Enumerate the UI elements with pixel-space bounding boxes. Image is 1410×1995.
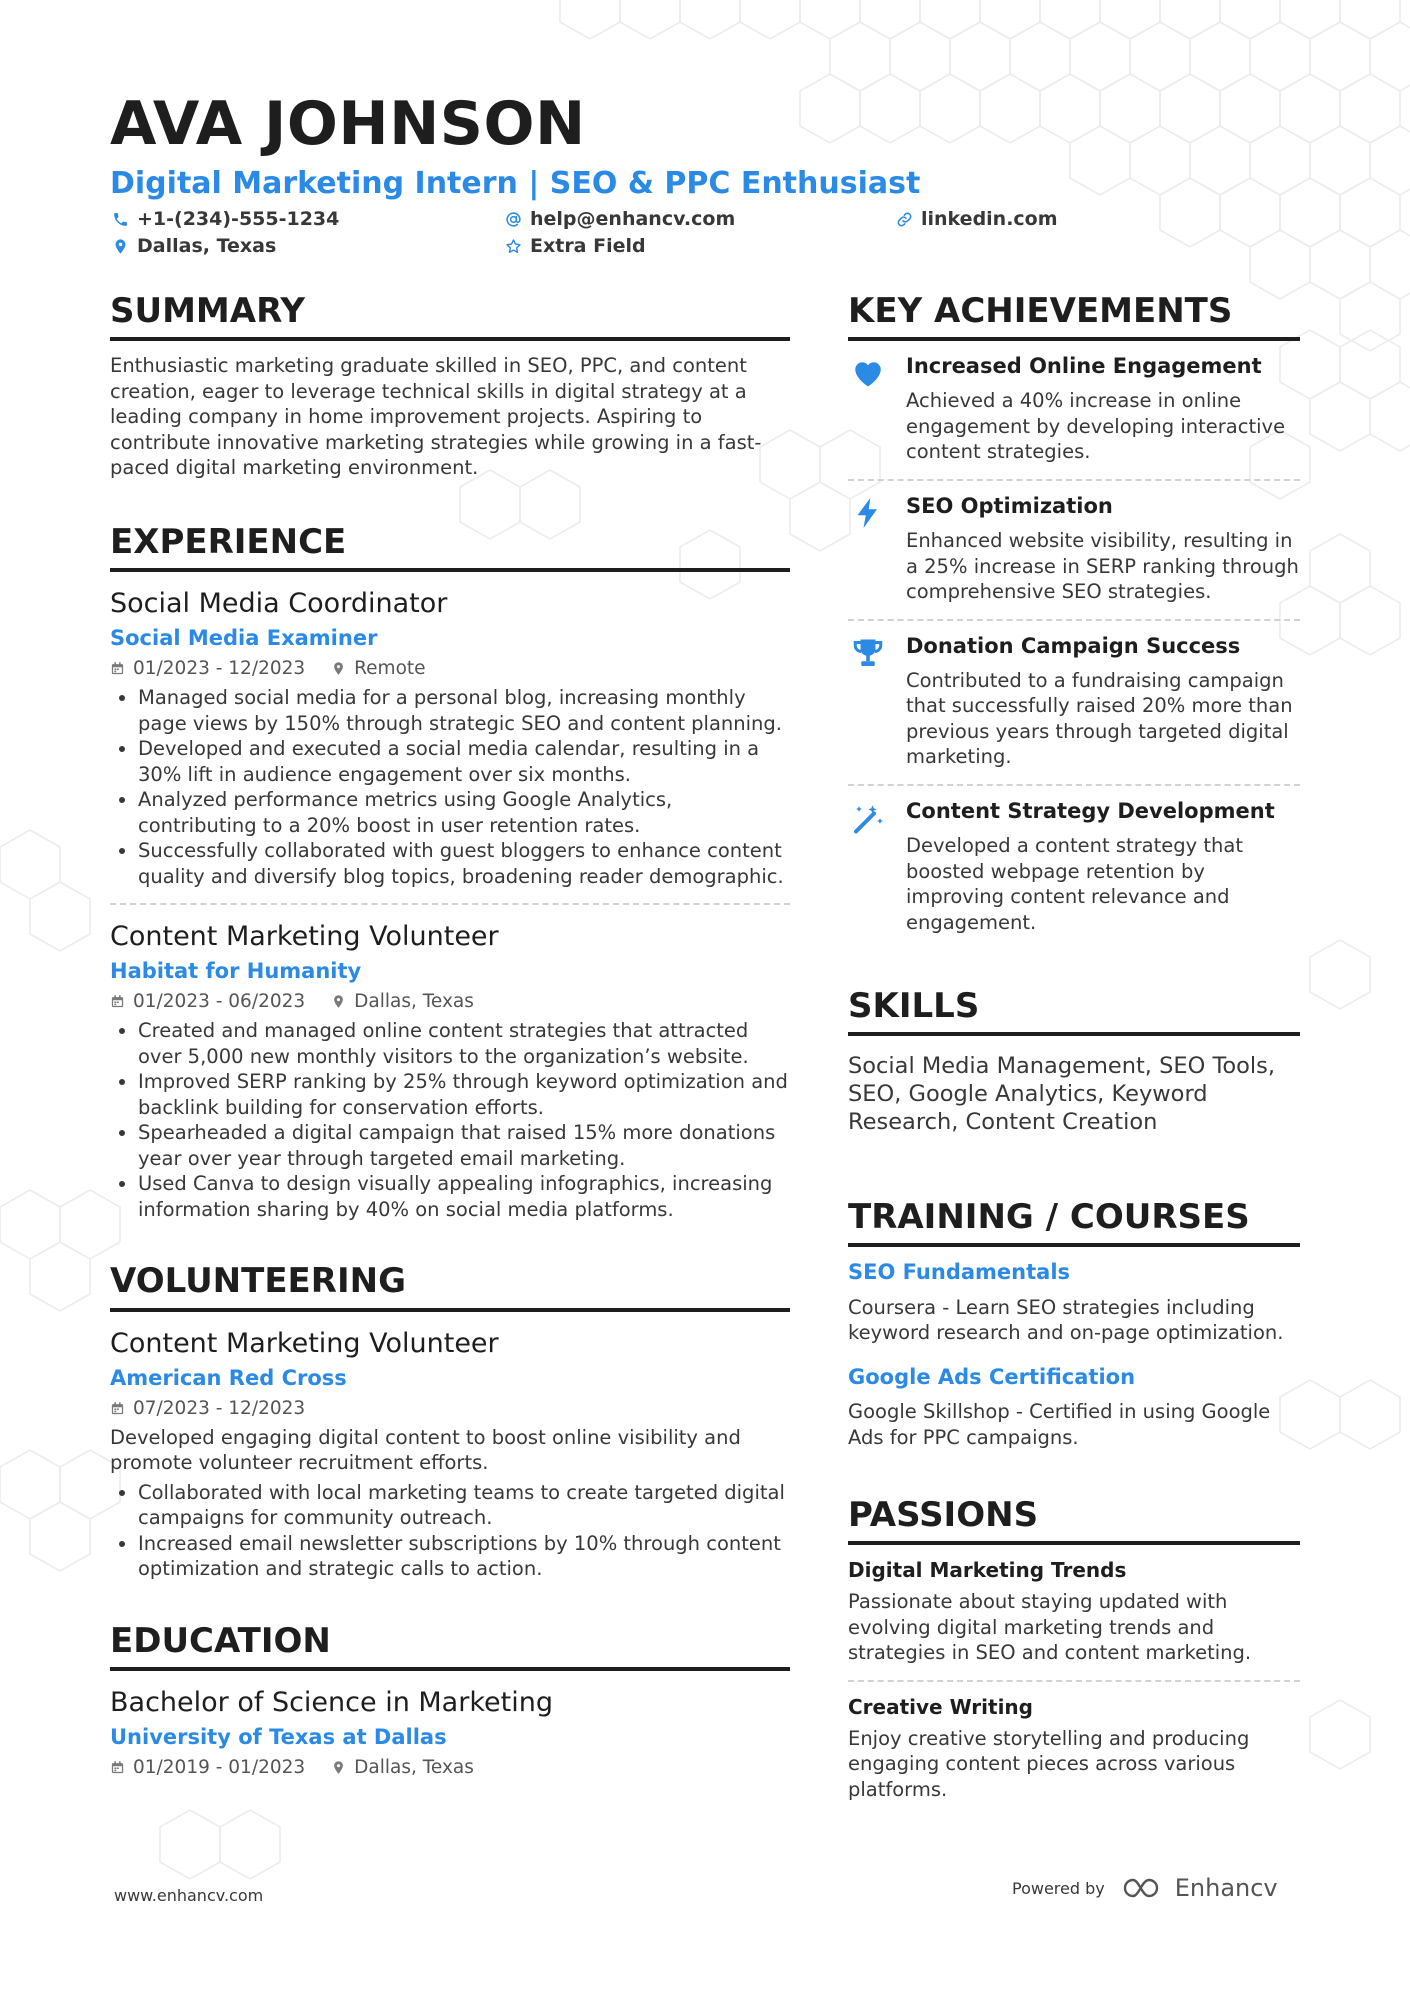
volunteering-section <box>110 1262 790 1595</box>
job-dates <box>110 991 305 1012</box>
enhancv-logo-icon <box>1121 1875 1167 1901</box>
brand-logo[interactable] <box>1121 1874 1278 1902</box>
achievement-item <box>848 341 1300 479</box>
education-entry <box>110 1671 790 1798</box>
achievement-text: Developed a content strategy that boosted webpage retention by improving content relevance and engagement. <box>906 834 1243 934</box>
bullet-item: • Analyzed performance metrics using Google Analytics, contributing to a 20% boost in user retention rates. <box>138 787 790 838</box>
calendar-icon <box>110 661 125 676</box>
achievements-title: KEY ACHIEVEMENTS <box>848 292 1300 341</box>
achievement-title: Increased Online Engagement <box>906 354 1262 379</box>
volunteer-dates <box>110 1398 305 1419</box>
bullet-item: • Used Canva to design visually appealing infographics, increasing information sharing by 40% on social media platforms. <box>138 1171 790 1222</box>
contact-email[interactable] <box>505 210 735 229</box>
job-company: Habitat for Humanity <box>110 959 362 984</box>
experience-title: EXPERIENCE <box>110 523 790 572</box>
bullet-item: • Developed and executed a social media calendar, resulting in a 30% lift in audience engagement over six months. <box>138 736 790 787</box>
education-dates-text: 01/2019 - 01/2023 <box>133 1757 306 1779</box>
achievement-title: Content Strategy Development <box>906 798 1275 823</box>
achievement-text: Contributed to a fundraising campaign that successfully raised 20% more than previous years through targeted digital marketing. <box>906 668 1293 769</box>
job-role: Social Media Coordinator <box>110 587 448 619</box>
map-pin-icon <box>112 238 129 255</box>
passion-item <box>848 1680 1300 1817</box>
magic-wand-icon <box>850 800 886 836</box>
course-text: Coursera - Learn SEO strategies including keyword research and on-page optimization. <box>848 1295 1284 1345</box>
achievement-title: SEO Optimization <box>906 493 1113 518</box>
volunteering-title: VOLUNTEERING <box>110 1262 790 1311</box>
job-dates-text: 01/2023 - 06/2023 <box>133 991 306 1013</box>
course-title: Google Ads Certification <box>848 1364 1136 1389</box>
summary-title: SUMMARY <box>110 292 790 341</box>
volunteer-dates-text: 07/2023 - 12/2023 <box>133 1397 306 1419</box>
achievement-title: Donation Campaign Success <box>906 633 1241 658</box>
candidate-name: AVA JOHNSON <box>110 89 586 159</box>
footer-website[interactable]: www.enhancv.com <box>114 1886 264 1905</box>
education-meta <box>110 1757 790 1778</box>
map-pin-icon <box>331 1760 346 1775</box>
phone-icon <box>112 211 129 228</box>
course-text: Google Skillshop - Certified in using Google Ads for PPC campaigns. <box>848 1400 1271 1449</box>
education-location <box>331 1757 474 1778</box>
linkedin-text: linkedin.com <box>921 208 1058 230</box>
bullet-item: • Managed social media for a personal blog, increasing monthly page views by 150% through strategic SEO and content planning. <box>138 685 790 736</box>
achievements-section <box>848 292 1300 949</box>
course-item <box>848 1247 1300 1351</box>
link-icon <box>896 211 913 228</box>
heart-icon <box>850 355 886 391</box>
footer-branding <box>1012 1874 1278 1902</box>
bullet-item: • Spearheaded a digital campaign that raised 15% more donations year over year through targeted email marketing. <box>138 1120 790 1171</box>
candidate-headline: Digital Marketing Intern | SEO & PPC Enthusiast <box>110 166 921 201</box>
skills-title: SKILLS <box>848 987 1300 1036</box>
volunteer-org: American Red Cross <box>110 1365 347 1390</box>
powered-by-text: Powered by <box>1012 1878 1105 1898</box>
passion-item <box>848 1545 1300 1680</box>
volunteering-entry <box>110 1312 790 1596</box>
calendar-icon <box>110 1401 125 1416</box>
achievement-item <box>848 479 1300 619</box>
summary-section <box>110 292 790 481</box>
passion-title: Creative Writing <box>848 1694 1033 1719</box>
job-dates <box>110 658 305 679</box>
experience-section <box>110 523 790 1237</box>
bullet-item: • Increased email newsletter subscriptions by 10% through content optimization and strategic calls to action. <box>138 1531 790 1582</box>
job-location-text: Dallas, Texas <box>354 991 474 1013</box>
bullet-item: • Collaborated with local marketing teams to create targeted digital campaigns for community outreach. <box>138 1480 790 1531</box>
job-meta <box>110 991 790 1012</box>
skills-section <box>848 987 1300 1136</box>
map-pin-icon <box>331 661 346 676</box>
achievement-item <box>848 619 1300 784</box>
job-bullets <box>110 1018 790 1222</box>
calendar-icon <box>110 994 125 1009</box>
job-meta <box>110 658 790 679</box>
calendar-icon <box>110 1760 125 1775</box>
volunteer-bullets <box>110 1480 790 1582</box>
achievement-item <box>848 784 1300 949</box>
volunteer-role: Content Marketing Volunteer <box>110 1327 499 1359</box>
summary-text: Enthusiastic marketing graduate skilled in SEO, PPC, and content creation, eager to leverage technical skills in digital strategy at a leading company in home improvement projects. Aspiring to contribute innovative marketing strategies while growing in a fast-paced digital marketing environment. <box>110 354 762 480</box>
degree: Bachelor of Science in Marketing <box>110 1687 553 1719</box>
bullet-item: • Successfully collaborated with guest bloggers to enhance content quality and diversify blog topics, broadening reader demographic. <box>138 838 790 889</box>
email-text: help@enhancv.com <box>530 208 736 230</box>
training-title: TRAINING / COURSES <box>848 1198 1300 1247</box>
left-column <box>110 292 790 1840</box>
passion-text: Enjoy creative storytelling and producing engaging content pieces across various platforms. <box>848 1726 1250 1801</box>
phone-text: +1-(234)-555-1234 <box>137 208 340 230</box>
job-role: Content Marketing Volunteer <box>110 921 499 953</box>
map-pin-icon <box>331 994 346 1009</box>
bullet-item: • Created and managed online content strategies that attracted over 5,000 new monthly visitors to the organization’s website. <box>138 1018 790 1069</box>
job-dates-text: 01/2023 - 12/2023 <box>133 658 306 680</box>
location-text: Dallas, Texas <box>137 235 277 257</box>
job-location-text: Remote <box>354 658 426 680</box>
achievement-text: Achieved a 40% increase in online engagement by developing interactive content strategies. <box>906 389 1286 464</box>
experience-entry <box>110 903 790 1236</box>
course-title: SEO Fundamentals <box>848 1260 1071 1285</box>
education-dates <box>110 1757 305 1778</box>
contact-extra <box>505 237 646 256</box>
passion-text: Passionate about staying updated with evolving digital marketing trends and strategies in SEO and content marketing. <box>848 1590 1252 1665</box>
extra-field-text: Extra Field <box>530 235 646 257</box>
contact-location <box>112 237 276 256</box>
contact-linkedin[interactable] <box>896 210 1058 229</box>
right-column <box>848 292 1300 1858</box>
at-icon <box>505 211 522 228</box>
trophy-icon <box>850 635 886 671</box>
achievement-text: Enhanced website visibility, resulting in a 25% increase in SERP ranking through comprehensive SEO strategies. <box>906 529 1299 604</box>
school: University of Texas at Dallas <box>110 1725 447 1750</box>
skills-text: Social Media Management, SEO Tools, SEO, Google Analytics, Keyword Research, Content Creation <box>848 1053 1276 1136</box>
job-location <box>331 991 474 1012</box>
brand-name: Enhancv <box>1174 1874 1278 1902</box>
volunteer-meta <box>110 1398 790 1419</box>
volunteer-description: Developed engaging digital content to boost online visibility and promote volunteer recruitment efforts. <box>110 1425 741 1475</box>
job-bullets <box>110 685 790 889</box>
job-company: Social Media Examiner <box>110 625 378 650</box>
passions-section <box>848 1496 1300 1816</box>
course-item <box>848 1352 1300 1456</box>
lightning-icon <box>850 495 886 531</box>
passions-title: PASSIONS <box>848 1496 1300 1545</box>
job-location <box>331 658 425 679</box>
star-icon <box>505 238 522 255</box>
experience-entry <box>110 572 790 903</box>
contact-phone[interactable] <box>112 210 339 229</box>
education-section <box>110 1622 790 1798</box>
passion-title: Digital Marketing Trends <box>848 1558 1127 1583</box>
training-section <box>848 1198 1300 1456</box>
bullet-item: • Improved SERP ranking by 25% through keyword optimization and backlink building for conservation efforts. <box>138 1069 790 1120</box>
education-title: EDUCATION <box>110 1622 790 1671</box>
education-location-text: Dallas, Texas <box>354 1757 474 1779</box>
